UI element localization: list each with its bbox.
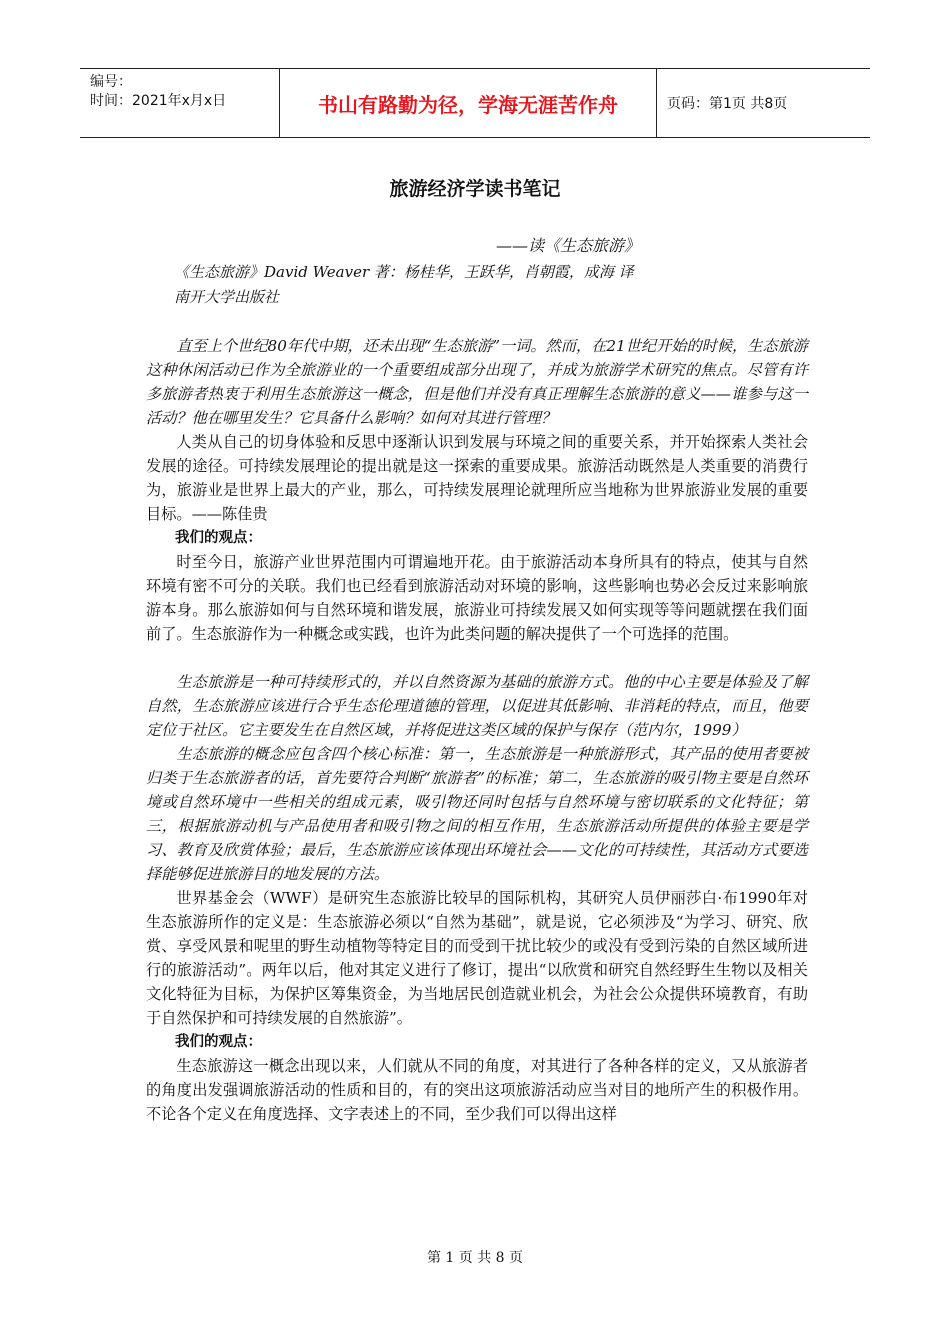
document-body: [146, 334, 808, 1126]
document-date: 时间：2021年x月x日: [90, 93, 227, 109]
book-source-line: 《生态旅游》David Weaver 著：杨桂华，王跃华，肖朝霞，成海 译: [174, 263, 634, 281]
book-publisher: 南开大学出版社: [174, 288, 280, 306]
header-left-cell: [80, 69, 280, 137]
paragraph: 生态旅游是一种可持续形式的，并以自然资源为基础的旅游方式。他的中心主要是体验及了解自然，生态旅游应该进行合乎生态伦理道德的管理，以促进其低影响、非消耗的特点，而且，他要定位于社区。它主要发生在自然区域，并将促进这类区域的保护与保存（范内尔，1999）: [146, 673, 808, 739]
section-heading: 我们的观点：: [175, 530, 262, 546]
header-page-info: 页码：第1页 共8页: [667, 96, 788, 112]
paragraph-gap: [146, 646, 808, 670]
paragraph: 时至今日，旅游产业世界范围内可谓遍地开花。由于旅游活动本身所具有的特点，使其与自然环境有密不可分的关联。我们也已经看到旅游活动对环境的影响，这些影响也势必会反过来影响旅游本身。那么旅游如何与自然环境和谐发展，旅游业可持续发展又如何实现等等问题就摆在我们面前了。生态旅游作为一种概念或实践，也许为此类问题的解决提供了一个可选择的范围。: [146, 553, 808, 643]
document-number-label: 编号：: [90, 74, 132, 90]
section-heading: 我们的观点：: [175, 1034, 262, 1050]
document-subtitle: ——读《生态旅游》: [496, 236, 641, 255]
paragraph: 生态旅游这一概念出现以来，人们就从不同的角度，对其进行了各种各样的定义，又从旅游者的角度出发强调旅游活动的性质和目的，有的突出这项旅游活动应当对目的地所产生的积极作用。不论各个定义在角度选择、文字表述上的不同，至少我们可以得出这样: [146, 1057, 808, 1123]
header-motto: 书山有路勤为径，学海无涯苦作舟: [280, 69, 657, 137]
paragraph: 生态旅游的概念应包含四个核心标准：第一，生态旅游是一种旅游形式，其产品的使用者要被归类于生态旅游者的话，首先要符合判断“旅游者”的标准；第二，生态旅游的吸引物主要是自然环境或自然环境中一些相关的组成元素，吸引物还同时包括与自然环境与密切联系的文化特征；第三，根据旅游动机与产品使用者和吸引物之间的相互作用，生态旅游活动所提供的体验主要是学习、教育及欣赏体验；最后，生态旅游应该体现出环境社会——文化的可持续性，其活动方式要选择能够促进旅游目的地发展的方法。: [146, 745, 808, 883]
paragraph: 人类从自己的切身体验和反思中逐渐认识到发展与环境之间的重要关系，并开始探索人类社会发展的途径。可持续发展理论的提出就是这一探索的重要成果。旅游活动既然是人类重要的消费行为，旅游业是世界上最大的产业，那么，可持续发展理论就理所应当地称为世界旅游业发展的重要目标。——陈佳贵: [146, 433, 808, 523]
paragraph: 世界基金会（WWF）是研究生态旅游比较早的国际机构，其研究人员伊丽莎白·布1990年对生态旅游所作的定义是：生态旅游必须以“自然为基础”，就是说，它必须涉及“为学习、研究、欣赏、享受风景和呢里的野生动植物等特定目的而受到干扰比较少的或没有受到污染的自然区域所进行的旅游活动”。两年以后，他对其定义进行了修订，提出“以欣赏和研究自然经野生生物以及相关文化特征为目标，为保护区筹集资金，为当地居民创造就业机会，为社会公众提供环境教育，有助于自然保护和可持续发展的自然旅游”。: [146, 889, 808, 1027]
paragraph: 直至上个世纪80年代中期，还未出现“生态旅游”一词。然而，在21世纪开始的时候，生态旅游这种休闲活动已作为全旅游业的一个重要组成部分出现了，并成为旅游学术研究的焦点。尽管有许多旅游者热衷于利用生态旅游这一概念，但是他们并没有真正理解生态旅游的意义——谁参与这一活动？他在哪里发生？它具备什么影响？如何对其进行管理？: [146, 337, 808, 427]
book-info: [174, 260, 634, 310]
page-footer: 第 1 页 共 8 页: [426, 1250, 524, 1266]
document-title: 旅游经济学读书笔记: [389, 178, 561, 200]
header-table: [80, 68, 870, 138]
